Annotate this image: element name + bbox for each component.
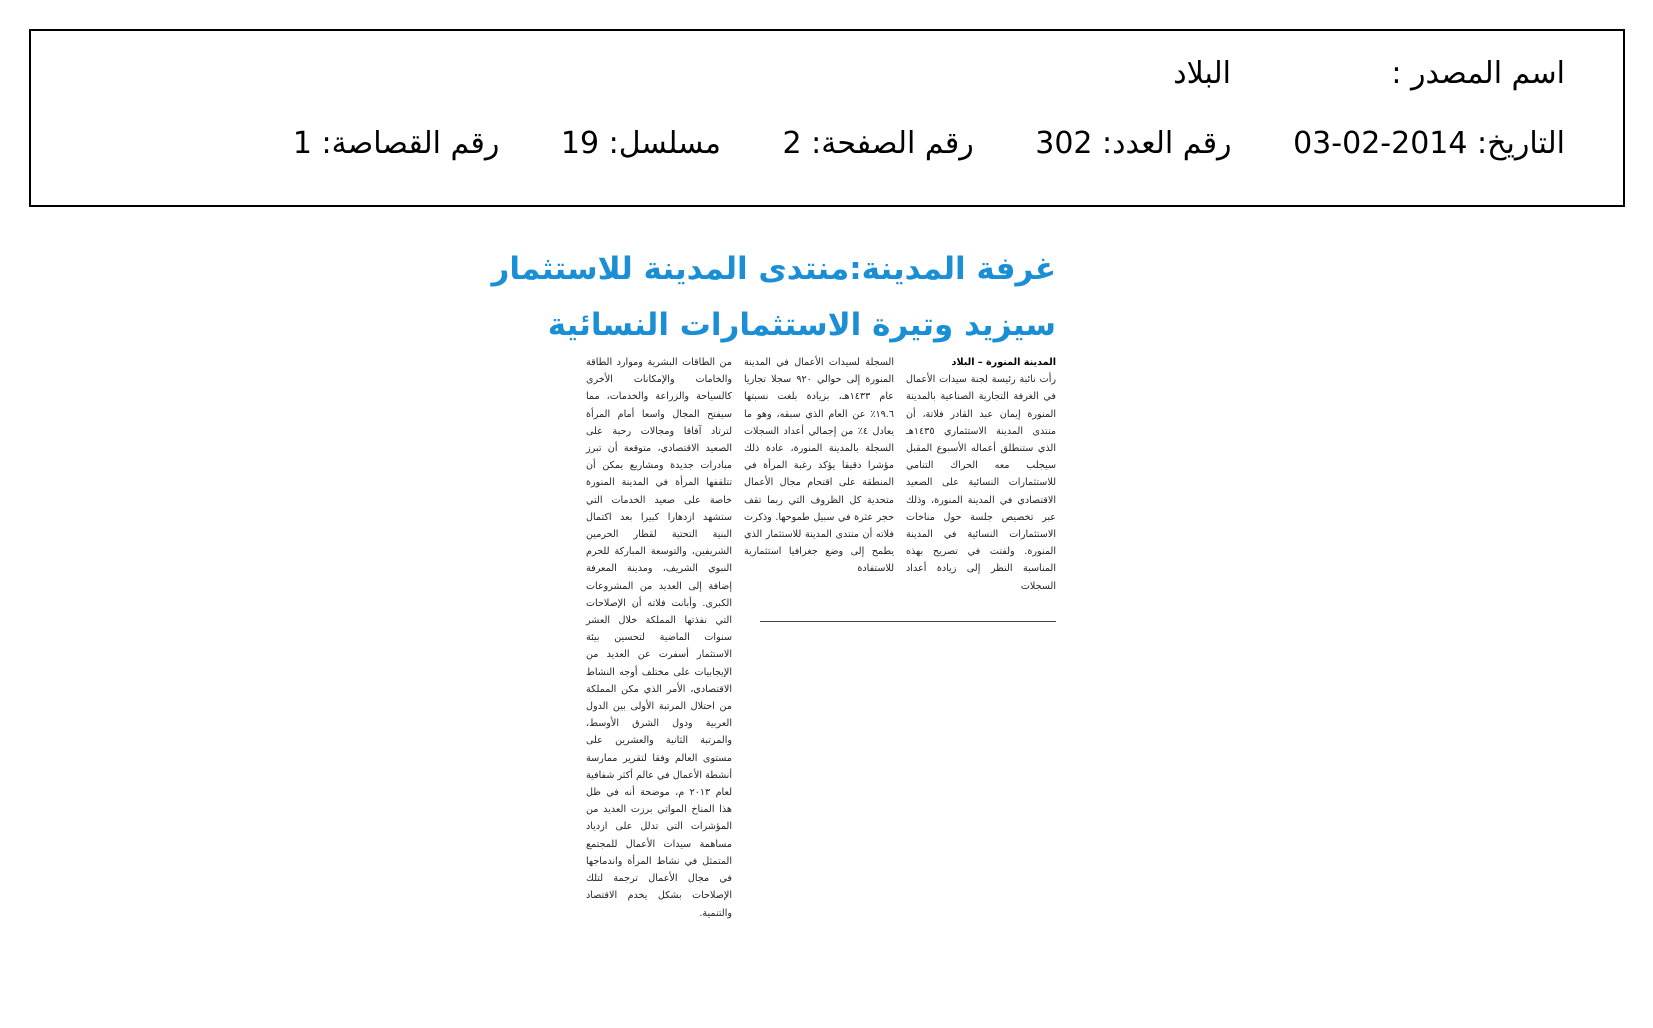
column-divider-rule <box>760 621 1056 622</box>
article-column-2: السجلة لسيدات الأعمال في المدينة المنورة إلى حوالي ٩٢٠ سجلا تجاريا عام ١٤٣٣هـ، بزيادة بلغت نسبتها ١٩.٦٪ عن العام الذي سبقه، وهو ما يعادل ٤٪ من إجمالي أعداد السجلات السجلة بالمدينة المنورة، عادة ذلك مؤشرا دقيقا يؤكد رغبة المرأة في المنطقة على اقتحام مجال الأعمال متحدية كل الظروف التي ربما تقف حجر عثرة في سبيل طموحها. وذكرت فلاته أن منتدى المدينة للاستثمار الذي يطمح إلى وضع جغرافيا استثمارية للاستفادة <box>744 357 894 575</box>
article-dateline: المدينة المنورة – البلاد <box>951 357 1056 368</box>
page-number-field: رقم الصفحة: 2 <box>782 126 974 161</box>
source-label: اسم المصدر : <box>1391 56 1565 91</box>
newspaper-clipping <box>491 238 1056 990</box>
article-column-1-text: رأت نائبة رئيسة لجنة سيدات الأعمال في الغرفة التجارية الصناعية بالمدينة المنورة إيمان عبد القادر فلاتة، أن منتدى المدينة الاستثماري ١٤٣٥هـ الذي ستنطلق أعماله الأسبوع المقبل سيجلب معه الحراك التنامي للاستثمارات النسائية على الصعيد الاقتصادي في المدينة المنورة، وذلك عبر تخصيص جلسة حول مناخات الاستثمارات النسائية في المدينة المنورة. ولفتت في تصريح بهذه المناسبة النظر إلى زيادة أعداد السجلات <box>906 374 1056 592</box>
headline-line-1: غرفة المدينة:منتدى المدينة للاستثمار <box>491 251 1056 287</box>
metadata-line <box>292 126 1565 161</box>
headline-line-2: سيزيد وتيرة الاستثمارات النسائية <box>547 307 1056 343</box>
issue-number-field: رقم العدد: 302 <box>1035 126 1232 161</box>
article-column-1 <box>906 354 1056 595</box>
source-value: البلاد <box>1173 56 1231 91</box>
date-field: التاريخ: 2014-02-03 <box>1293 126 1565 161</box>
serial-field: مسلسل: 19 <box>560 126 721 161</box>
clip-number-field: رقم القصاصة: 1 <box>292 126 500 161</box>
article-column-3: من الطاقات البشرية وموارد الطاقة والخامات والإمكانات الأخرى كالسياحة والزراعة والخدمات، مما سيفتح المجال واسعا أمام المرأة لترتاد آفاقا ومجالات رحبة على الصعيد الاقتصادي، متوقعة أن تبرز مبادرات جديدة ومشاريع يمكن أن تتلقفها المرأة في المدينة المنورة خاصة على صعيد الخدمات التي ستشهد ازدهارا كبيرا بعد اكتمال البنية التحتية لقطار الحرمين الشريفين، والتوسعة المباركة للحرم النبوي الشريف، ومدينة المعرفة إضافة إلى العديد من المشروعات الكبرى. وأبانت فلاته أن الإصلاحات التي نفذتها المملكة خلال العشر سنوات الماضية لتحسين بيئة الاستثمار أسفرت عن العديد من الإيجابيات على مختلف أوجه النشاط الاقتصادي، الأمر الذي مكن المملكة من احتلال المرتبة الأولى بين الدول العربية ودول الشرق الأوسط، والمرتبة الثانية والعشرين على مستوى العالم وفقا لتقرير ممارسة أنشطة الأعمال في عالم أكثر شفافية لعام ٢٠١٣ م، موضحة أنه في ظل هذا المناخ المواتي برزت العديد من المؤشرات التي تدلل على ازدياد مساهمة سيدات الأعمال للمجتمع المتمثل في نشاط المرأة واندماجها في مجال الأعمال ترجمة لتلك الإصلاحات بشكل يخدم الاقتصاد والتنمية. <box>586 357 732 919</box>
clipping-header-box <box>29 29 1625 207</box>
